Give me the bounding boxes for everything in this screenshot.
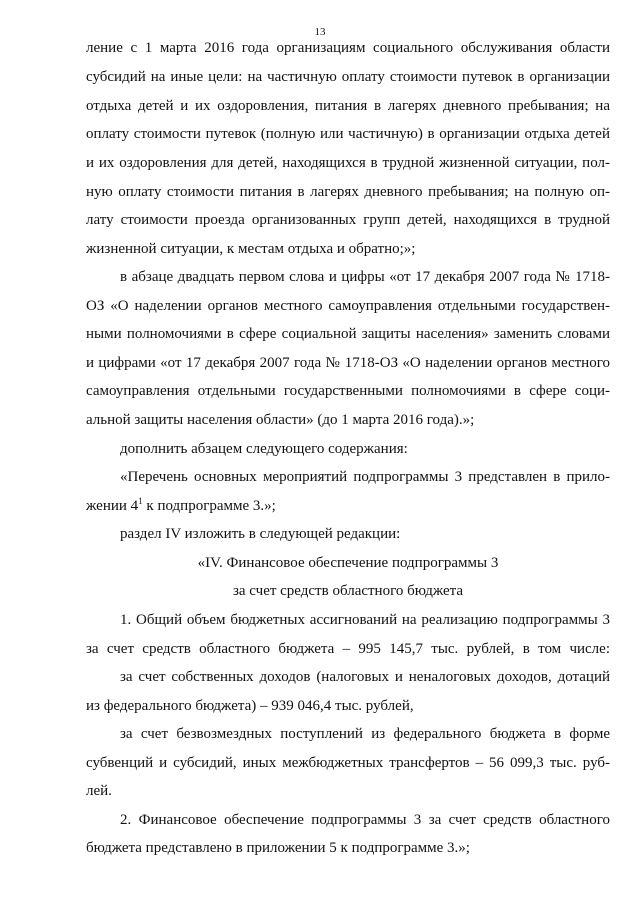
text-line: лату стоимости проезда организованных групп детей, находящихся в трудной: [86, 212, 610, 228]
page-number: 13: [314, 26, 326, 38]
text-line: [86, 496, 610, 516]
text-line: и их оздоровления для детей, находящихся в трудной жизненной ситуации, пол-: [86, 155, 610, 171]
text-line: отдыха детей и их оздоровления, питания в лагерях дневного пребывания; на: [86, 98, 610, 114]
text-line: субсидий на иные цели: на частичную оплату стоимости путевок в организации: [86, 69, 610, 85]
text-line: 2. Финансовое обеспечение подпрограммы 3 за счет средств областного: [120, 812, 610, 828]
text-line: субвенций и субсидий, иных межбюджетных трансфертов – 56 099,3 тыс. руб-: [86, 755, 610, 771]
section-heading: «IV. Финансовое обеспечение подпрограммы 3: [197, 555, 499, 571]
section-heading: за счет средств областного бюджета: [232, 583, 464, 599]
text-line: жизненной ситуации, к местам отдыха и обратно;»;: [86, 241, 416, 257]
text-line: за счет безвозмездных поступлений из федерального бюджета в форме: [120, 726, 610, 742]
text-line: ление с 1 марта 2016 года организациям социального обслуживания области: [86, 40, 610, 56]
text-line: в абзаце двадцать первом слова и цифры «от 17 декабря 2007 года № 1718-: [120, 269, 610, 285]
text-line: за счет собственных доходов (налоговых и неналоговых доходов, дотаций: [120, 669, 610, 685]
text-line: «Перечень основных мероприятий подпрограммы 3 представлен в прило-: [120, 469, 610, 485]
text-line: из федерального бюджета) – 939 046,4 тыс. рублей,: [86, 698, 414, 714]
text-line: дополнить абзацем следующего содержания:: [120, 441, 408, 457]
text-line: за счет средств областного бюджета – 995 145,7 тыс. рублей, в том числе:: [86, 641, 610, 657]
text-line: ную оплату стоимости питания в лагерях дневного пребывания; на полную оп-: [86, 184, 610, 200]
text-line: 1. Общий объем бюджетных ассигнований на реализацию подпрограммы 3: [120, 612, 610, 628]
text-line: альной защиты населения области» (до 1 марта 2016 года).»;: [86, 412, 475, 428]
text-line: бюджета представлено в приложении 5 к подпрограмме 3.»;: [86, 840, 470, 856]
text-line: лей.: [86, 783, 112, 799]
text-line: ными полномочиями в сфере социальной защиты населения» заменить словами: [86, 326, 610, 342]
superscript: 1: [138, 496, 143, 506]
text-fragment: к подпрограмме 3.»;: [142, 498, 276, 514]
text-line: и цифрами «от 17 декабря 2007 года № 1718-ОЗ «О наделении органов местного: [86, 355, 610, 371]
text-line: ОЗ «О наделении органов местного самоуправления отдельными государствен-: [86, 298, 610, 314]
text-line: самоуправления отдельными государственными полномочиями в сфере соци-: [86, 383, 610, 399]
text-line: раздел IV изложить в следующей редакции:: [120, 526, 401, 542]
text-fragment: жении 4: [86, 498, 139, 514]
text-line: оплату стоимости путевок (полную или частичную) в организации отдыха детей: [86, 126, 610, 142]
